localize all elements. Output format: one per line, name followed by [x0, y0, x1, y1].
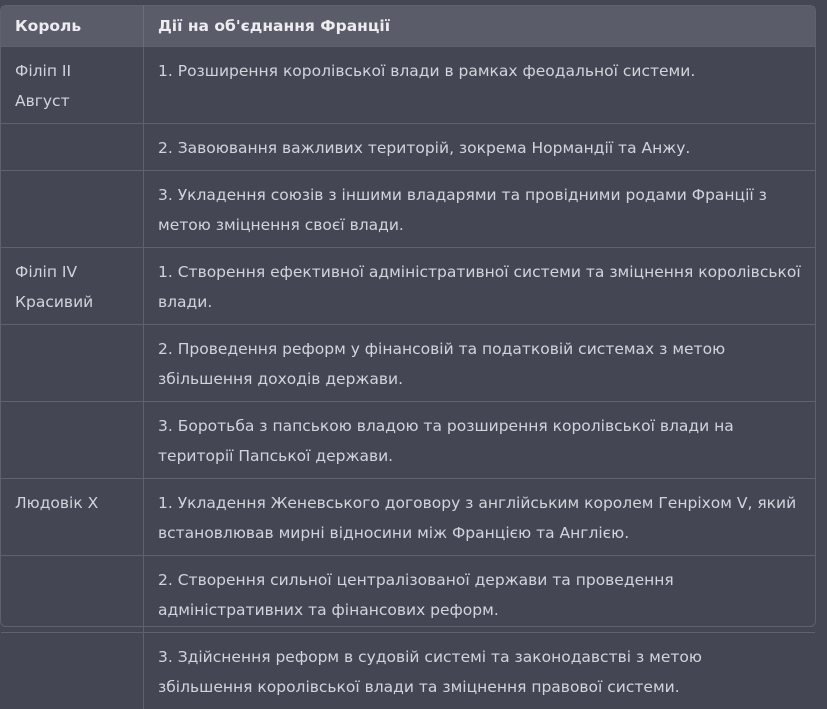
king-cell: [1, 402, 144, 479]
king-cell: Філіп IV Красивий: [1, 248, 144, 325]
kings-table: [1, 6, 815, 709]
table-row: [1, 325, 815, 402]
table-row: [1, 124, 815, 171]
king-cell: [1, 171, 144, 248]
table-row: [1, 248, 815, 325]
table-row: [1, 633, 815, 709]
king-cell: [1, 633, 144, 709]
action-cell: 3. Боротьба з папською владою та розширення королівської влади на території Папської держави.: [144, 402, 816, 479]
table-row: [1, 171, 815, 248]
table-header-row: [1, 6, 815, 47]
column-header-king: Король: [1, 6, 144, 47]
action-cell: 1. Створення ефективної адміністративної системи та зміцнення королівської влади.: [144, 248, 816, 325]
table-row: [1, 479, 815, 556]
action-cell: 2. Завоювання важливих територій, зокрема Нормандії та Анжу.: [144, 124, 816, 171]
column-header-actions: Дії на об'єднання Франції: [144, 6, 816, 47]
king-cell: [1, 325, 144, 402]
table-row: [1, 47, 815, 124]
action-cell: 1. Розширення королівської влади в рамках феодальної системи.: [144, 47, 816, 124]
king-cell: [1, 556, 144, 633]
king-cell: Філіп II Август: [1, 47, 144, 124]
action-cell: 2. Створення сильної централізованої держави та проведення адміністративних та фінансових реформ.: [144, 556, 816, 633]
table-container: [0, 5, 816, 627]
action-cell: 3. Здійснення реформ в судовій системі та законодавстві з метою збільшення королівської влади та зміцнення правової системи.: [144, 633, 816, 709]
king-cell: Людовік X: [1, 479, 144, 556]
table-row: [1, 556, 815, 633]
action-cell: 1. Укладення Женевського договору з англійським королем Генріхом V, який встановлював мирні відносини між Францією та Англією.: [144, 479, 816, 556]
action-cell: 2. Проведення реформ у фінансовій та податковій системах з метою збільшення доходів держави.: [144, 325, 816, 402]
table-row: [1, 402, 815, 479]
action-cell: 3. Укладення союзів з іншими владарями та провідними родами Франції з метою зміцнення своєї влади.: [144, 171, 816, 248]
king-cell: [1, 124, 144, 171]
